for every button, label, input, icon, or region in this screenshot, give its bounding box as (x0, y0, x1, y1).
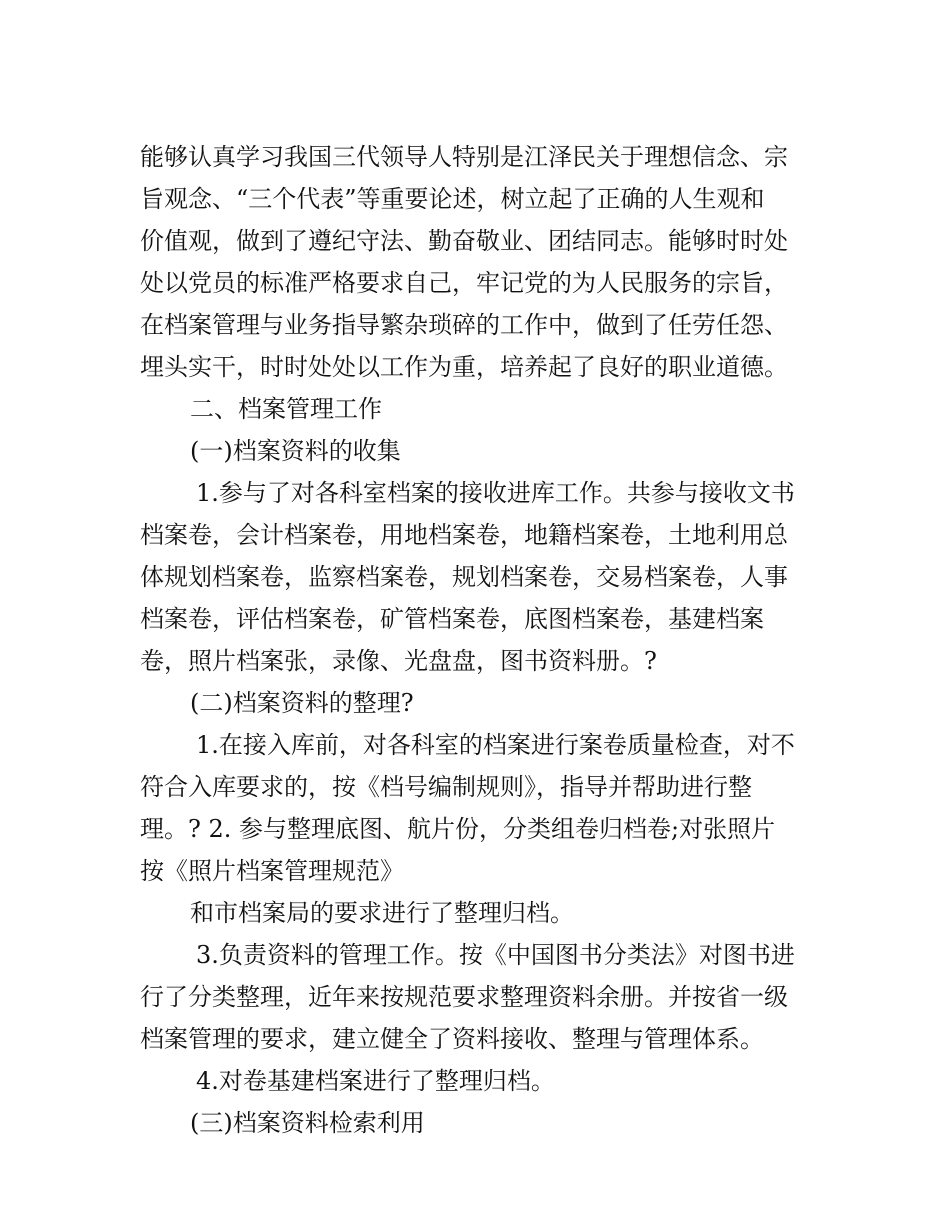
body-text-line: 行了分类整理，近年来按规范要求整理资料余册。并按省一级 (140, 983, 788, 1011)
section-heading: 二、档案管理工作 (190, 395, 382, 423)
body-text-line: 理。? 2. 参与整理底图、航片份，分类组卷归档卷;对张照片 (140, 815, 776, 843)
body-text-line: 能够认真学习我国三代领导人特别是江泽民关于理想信念、宗 (140, 143, 788, 171)
body-text-line: 1.在接入库前，对各科室的档案进行案卷质量检查，对不 (196, 731, 795, 759)
body-text-line: 档案卷，评估档案卷，矿管档案卷，底图档案卷，基建档案 (140, 605, 764, 633)
body-text-line: 埋头实干，时时处处以工作为重，培养起了良好的职业道德。 (140, 353, 788, 381)
body-text-line: 档案管理的要求，建立健全了资料接收、整理与管理体系。 (140, 1025, 764, 1053)
body-text-line: 4.对卷基建档案进行了整理归档。 (196, 1067, 555, 1095)
subsection-heading: (三)档案资料检索利用 (190, 1109, 425, 1137)
body-text-line: 3.负责资料的管理工作。按《中国图书分类法》对图书进 (196, 941, 795, 969)
body-text-line: 卷，照片档案张，录像、光盘盘，图书资料册。? (140, 647, 657, 675)
body-text-line: 符合入库要求的，按《档号编制规则》，指导并帮助进行整 (140, 773, 752, 801)
subsection-heading: (二)档案资料的整理? (190, 689, 414, 717)
body-text-line: 1.参与了对各科室档案的接收进库工作。共参与接收文书 (196, 479, 795, 507)
body-text-line: 档案卷，会计档案卷，用地档案卷，地籍档案卷，土地利用总 (140, 521, 788, 549)
body-text-line: 按《照片档案管理规范》 (140, 857, 404, 885)
subsection-heading: (一)档案资料的收集 (190, 437, 401, 465)
body-text-line: 体规划档案卷，监察档案卷，规划档案卷，交易档案卷，人事 (140, 563, 788, 591)
body-text-line: 处以党员的标准严格要求自己，牢记党的为人民服务的宗旨， (140, 269, 788, 297)
body-text-line: 价值观，做到了遵纪守法、勤奋敬业、团结同志。能够时时处 (140, 227, 788, 255)
body-text-line: 旨观念、“三个代表”等重要论述，树立起了正确的人生观和 (140, 185, 765, 213)
body-text-line: 和市档案局的要求进行了整理归档。 (190, 899, 574, 927)
body-text-line: 在档案管理与业务指导繁杂琐碎的工作中，做到了任劳任怨、 (140, 311, 788, 339)
